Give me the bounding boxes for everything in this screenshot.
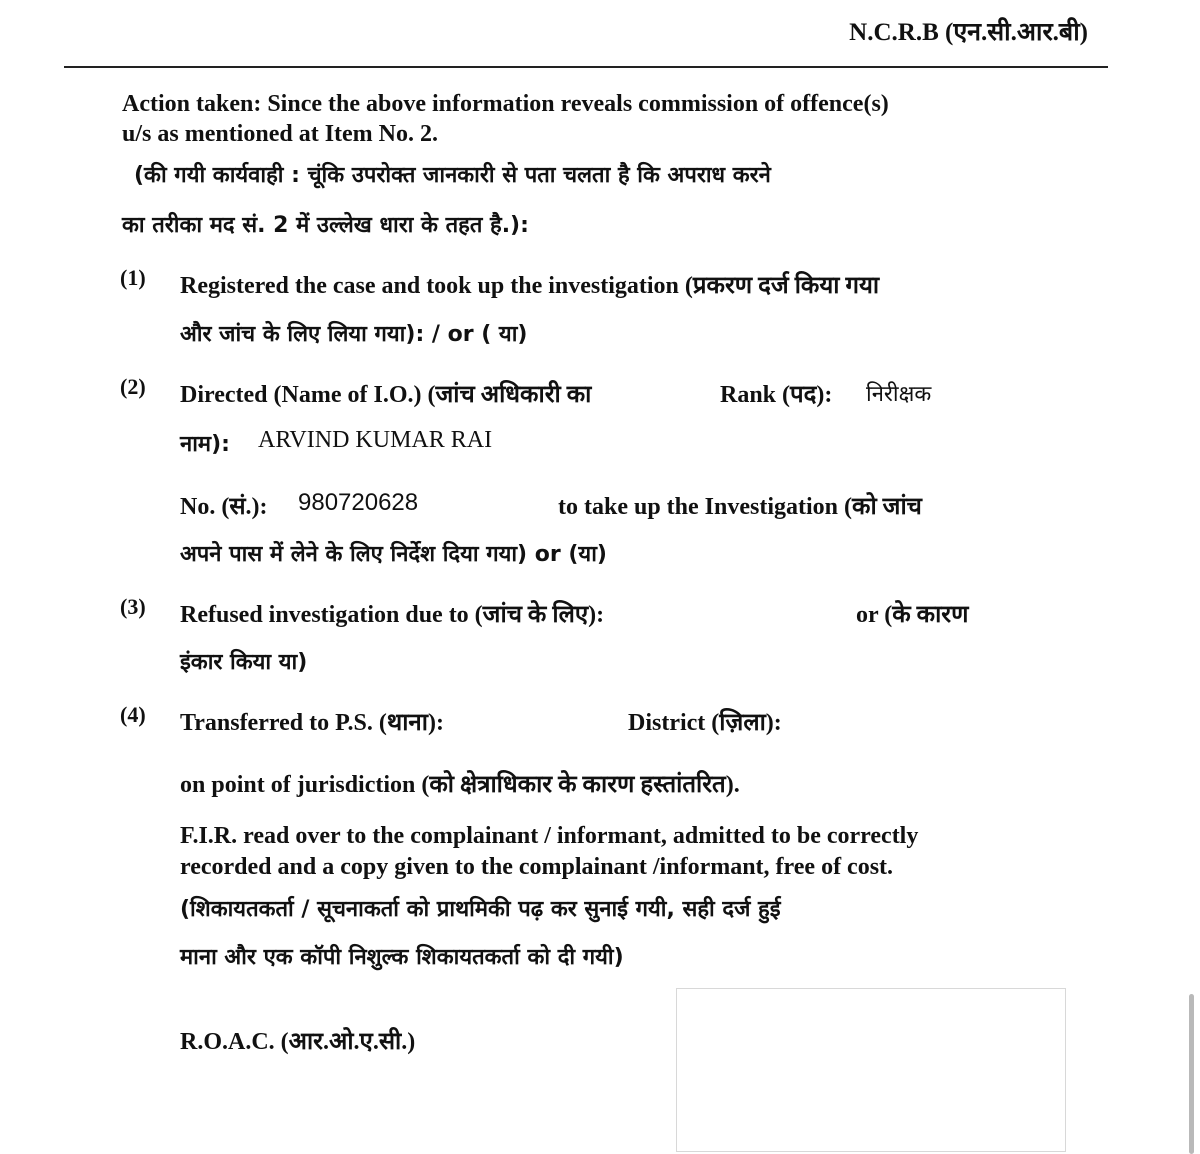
roac-label: R.O.A.C. (आर.ओ.ए.सी.)	[180, 1029, 416, 1055]
fir-hindi-line2: माना और एक कॉपी निशुल्क शिकायतकर्ता को दी गयी)	[180, 945, 624, 970]
fir-hindi-line1: (शिकायतकर्ता / सूचनाकर्ता को प्राथमिकी पढ़ कर सुनाई गयी, सही दर्ज हुई	[180, 897, 781, 922]
item2-rank-value: निरीक्षक	[866, 382, 932, 407]
item3-line1-right: or (के कारण	[856, 602, 969, 628]
item1-line1: Registered the case and took up the investigation (प्रकरण दर्ज किया गया	[180, 273, 880, 299]
action-taken-line2: u/s as mentioned at Item No. 2.	[122, 121, 438, 147]
item4-number: (4)	[120, 702, 146, 727]
action-taken-line1: Action taken: Since the above information reveals commission of offence(s)	[122, 91, 889, 117]
item3-number: (3)	[120, 594, 146, 619]
item2-no-label: No. (सं.):	[180, 494, 268, 520]
fir-line2: recorded and a copy given to the complainant /informant, free of cost.	[180, 854, 894, 880]
item4-district-label: District (ज़िला):	[628, 710, 782, 736]
action-taken-hindi-line2: का तरीका मद सं. 2 में उल्लेख धारा के तहत है.):	[122, 213, 529, 238]
item2-number: (2)	[120, 374, 146, 399]
item2-name-label: नाम):	[180, 432, 230, 457]
item3-line1-left: Refused investigation due to (जांच के लिए):	[180, 602, 605, 628]
header-divider	[64, 66, 1108, 68]
item2-rank-label: Rank (पद):	[720, 382, 833, 408]
item3-line2: इंकार किया या)	[180, 650, 308, 675]
item4-jurisdiction-line: on point of jurisdiction (को क्षेत्राधिकार के कारण हस्तांतरित).	[180, 772, 740, 798]
item2-name-value: ARVIND KUMAR RAI	[258, 427, 493, 453]
item2-no-value: 980720628	[298, 489, 419, 516]
item2-take-up-line: to take up the Investigation (को जांच	[558, 494, 922, 520]
item4-ps-label: Transferred to P.S. (थाना):	[180, 710, 444, 736]
vertical-scrollbar[interactable]	[1189, 994, 1194, 1154]
document-header-title: N.C.R.B (एन.सी.आर.बी)	[849, 19, 1088, 46]
item1-number: (1)	[120, 265, 146, 290]
action-taken-hindi-line1: (की गयी कार्यवाही : चूंकि उपरोक्त जानकारी से पता चलता है कि अपराध करने	[134, 163, 771, 188]
item2-line-last: अपने पास में लेने के लिए निर्देश दिया गया) or (या)	[180, 542, 607, 567]
item2-directed-label: Directed (Name of I.O.) (जांच अधिकारी का	[180, 382, 592, 408]
fir-line1: F.I.R. read over to the complainant / informant, admitted to be correctly	[180, 823, 919, 849]
item1-line2: और जांच के लिए लिया गया): / or ( या)	[180, 322, 528, 347]
roac-signature-box	[676, 988, 1066, 1152]
